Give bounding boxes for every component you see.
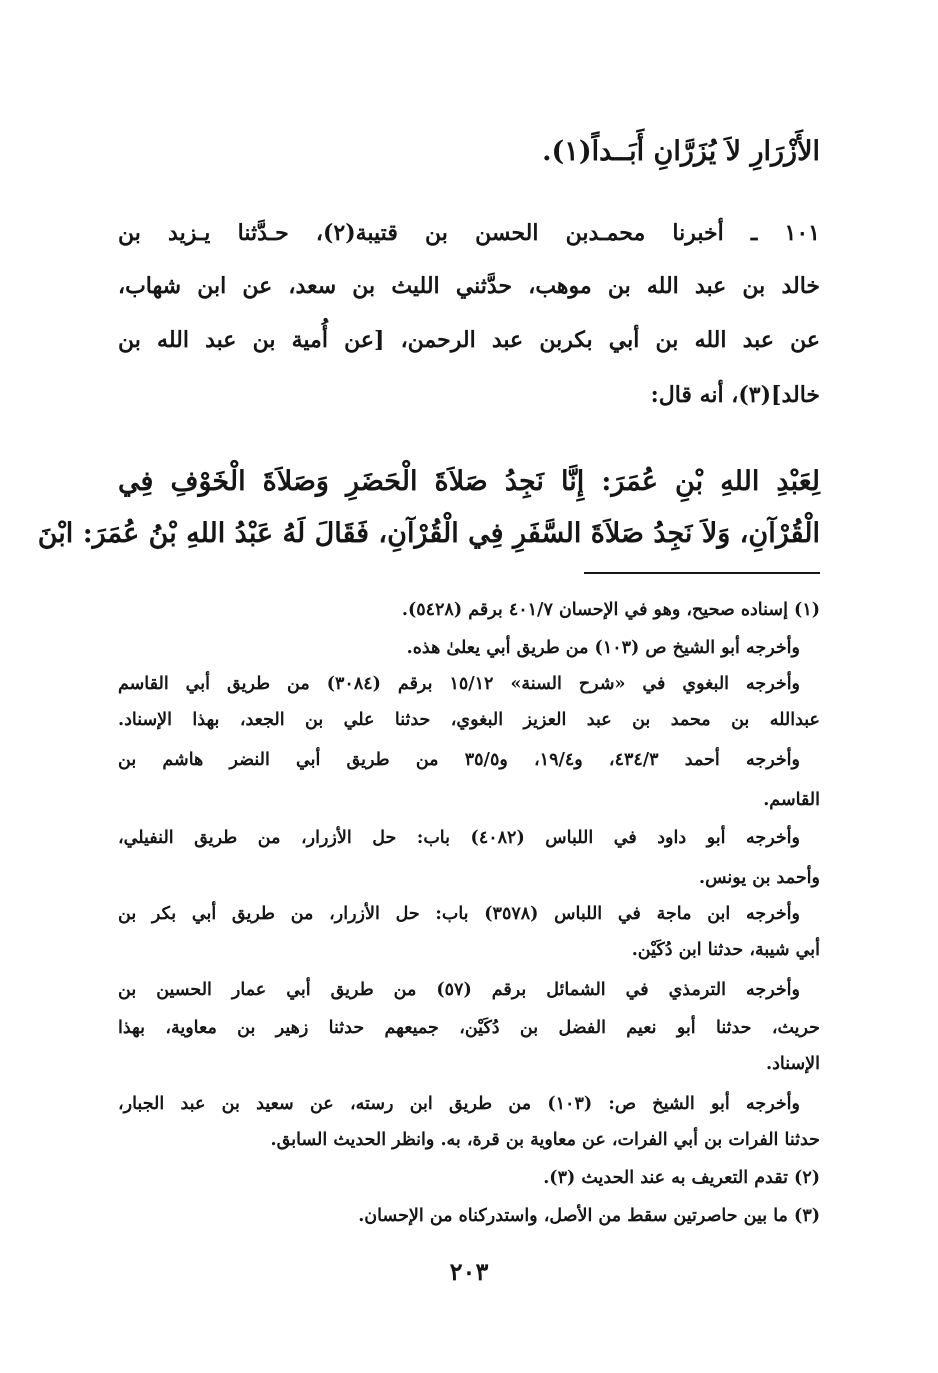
page-number: ٢٠٣ <box>449 1257 489 1286</box>
footnote-divider <box>584 572 820 574</box>
footnote-line: (١) إسناده صحيح، وهو في الإحسان ٤٠١/٧ برقم (٥٤٢٨). <box>401 600 820 620</box>
footnote-line: وأخرجه أحمد ٤٣٤/٣، و١٩/٤، و٣٥/٥ من طريق أبي النضر هاشم بن <box>118 750 800 770</box>
hadith-continuation-line: الأَزْرَارِ لاَ يُزَرَّانِ أَبَــداً(١). <box>542 136 820 167</box>
footnote-line: الإسناد. <box>765 1054 820 1074</box>
hadith-text-line-1: لِعَبْدِ اللهِ بْنِ عُمَرَ: إِنَّا نَجِدُ صَلاَةَ الْحَضَرِ وَصَلاَةَ الْخَوْفِ فِي <box>118 466 820 497</box>
footnote-line: وأخرجه الترمذي في الشمائل برقم (٥٧) من طريق أبي عمار الحسين بن <box>118 980 800 1000</box>
footnote-line: (٢) تقدم التعريف به عند الحديث (٣). <box>543 1168 820 1188</box>
narration-line-4: خالد](٣)، أنه قال: <box>650 382 820 408</box>
footnote-line: وأخرجه أبو الشيخ ص: (١٠٣) من طريق ابن رسته، عن سعيد بن عبد الجبار، <box>118 1094 800 1114</box>
footnote-line: حريث، حدثنا أبو نعيم الفضل بن دُكَيْن، جميعهم حدثنا زهير بن معاوية، بهذا <box>118 1018 820 1038</box>
footnote-line: القاسم. <box>763 790 820 810</box>
footnote-line: أبي شيبة، حدثنا ابن دُكَيْن. <box>631 940 820 960</box>
footnote-line: وأحمد بن يونس. <box>699 868 820 888</box>
hadith-text-line-2: الْقُرْآنِ، وَلاَ نَجِدُ صَلاَةَ السَّفَرِ فِي الْقُرْآنِ، فَقَالَ لَهُ عَبْدُ اللهِ بْنُ عُمَرَ: ابْنَ <box>37 518 820 549</box>
footnote-line: عبدالله بن محمد بن عبد العزيز البغوي، حدثنا علي بن الجعد، بهذا الإسناد. <box>118 710 820 730</box>
footnote-line: وأخرجه البغوي في «شرح السنة» ١٥/١٢ برقم (٣٠٨٤) من طريق أبي القاسم <box>118 674 801 694</box>
narration-line-3: عن عبد الله بن أبي بكربن عبد الرحمن، [عن أُمية بن عبد الله بن <box>118 327 820 353</box>
footnote-line: (٣) ما بين حاصرتين سقط من الأصل، واستدركناه من الإحسان. <box>358 1206 820 1226</box>
footnote-line: وأخرجه أبو الشيخ ص (١٠٣) من طريق أبي يعلىٰ هذه. <box>406 638 800 658</box>
narration-line-2: خالد بن عبد الله بن موهب، حدَّثني الليث بن سعد، عن ابن شهاب، <box>118 273 820 299</box>
narration-line-1: ١٠١ ـ أخبرنا محمـدبن الحسن بن قتيبة(٢)، حـدَّثنا يـزيد بن <box>118 220 820 246</box>
footnote-line: حدثنا الفرات بن أبي الفرات، عن معاوية بن قرة، به. وانظر الحديث السابق. <box>270 1130 820 1150</box>
footnote-line: وأخرجه أبو داود في اللباس (٤٠٨٢) باب: حل الأزرار، من طريق النفيلي، <box>118 828 800 848</box>
footnote-line: وأخرجه ابن ماجة في اللباس (٣٥٧٨) باب: حل الأزرار، من طريق أبي بكر بن <box>118 904 800 924</box>
